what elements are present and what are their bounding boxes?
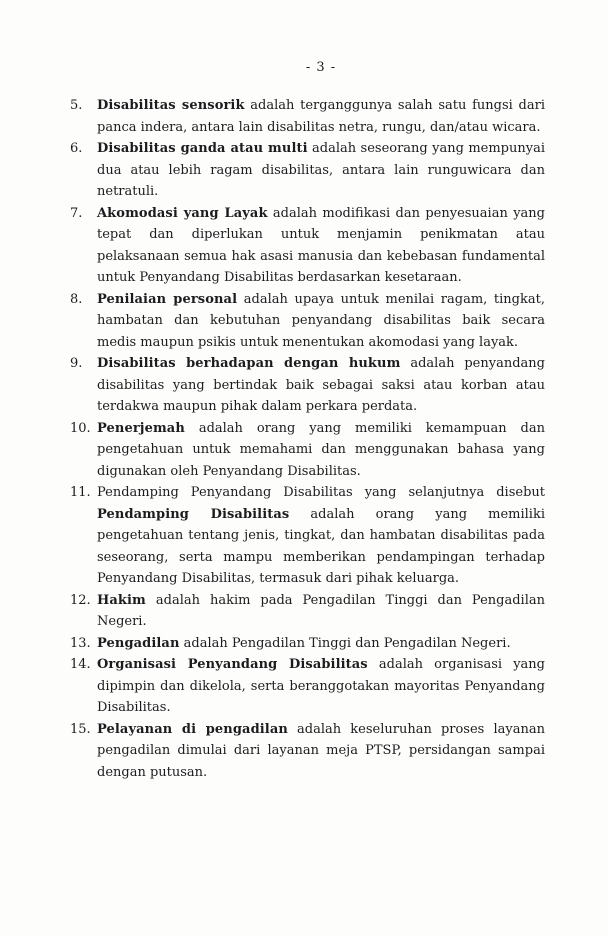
defined-term: Disabilitas ganda atau multi: [97, 141, 308, 156]
definition-text: adalah orang yang memiliki pengetahuan tentang jenis, tingkat, dan hambatan disabilitas pada seseorang, serta mampu memberikan pendampingan terhadap Penyandang Disabilitas, termasuk dari pihak keluarga.: [97, 506, 546, 586]
list-item: [70, 203, 545, 289]
list-item-text: [97, 141, 545, 199]
list-item-text: [97, 636, 511, 651]
list-item-text: [97, 206, 545, 286]
definition-text: adalah modifikasi dan penyesuaian yang tepat dan diperlukan untuk menjamin penikmatan atau pelaksanaan semua hak asasi manusia dan kebebasan fundamental untuk Penyandang Disabilitas berdasarkan kesetaraan.: [97, 205, 545, 285]
defined-term: Disabilitas sensorik: [97, 98, 245, 113]
definition-text: adalah Pengadilan Tinggi dan Pengadilan Negeri.: [179, 635, 511, 651]
list-item: [70, 353, 545, 418]
list-item: [70, 95, 545, 138]
defined-term: Disabilitas berhadapan dengan hukum: [97, 356, 401, 371]
list-item-number: 6.: [70, 141, 83, 156]
defined-term: Organisasi Penyandang Disabilitas: [97, 657, 368, 672]
list-item-number: 8.: [70, 291, 83, 307]
definition-text: adalah upaya untuk menilai ragam, tingkat, hambatan dan kebutuhan penyandang disabilitas baik secara medis maupun psikis untuk menentukan akomodasi yang layak.: [97, 291, 545, 350]
list-item: [70, 719, 545, 784]
list-item-number: 13.: [70, 635, 91, 651]
list-item-number: 5.: [70, 98, 83, 113]
defined-term: Penerjemah: [97, 420, 185, 436]
defined-term: Hakim: [97, 592, 146, 608]
list-item-text: [97, 722, 545, 780]
list-item-number: 15.: [70, 721, 91, 737]
list-item-number: 11.: [70, 485, 91, 500]
definition-text: adalah penyandang disabilitas yang bertindak baik sebagai saksi atau korban atau terdakwa maupun pihak dalam perkara perdata.: [97, 356, 545, 414]
defined-term: Akomodasi yang Layak: [97, 205, 268, 221]
list-item: [70, 590, 545, 633]
definition-text: adalah seseorang yang mempunyai dua atau lebih ragam disabilitas, antara lain runguwicara dan netratuli.: [97, 141, 545, 199]
list-item-text: [97, 98, 545, 135]
defined-term: Pendamping Disabilitas: [97, 506, 290, 522]
definition-text: adalah hakim pada Pengadilan Tinggi dan Pengadilan Negeri.: [97, 592, 545, 629]
defined-term: Pengadilan: [97, 635, 180, 651]
list-item-number: 10.: [70, 420, 91, 436]
list-item-number: 7.: [70, 205, 83, 221]
definition-text: adalah terganggunya salah satu fungsi dari panca indera, antara lain disabilitas netra, rungu, dan/atau wicara.: [97, 98, 545, 135]
list-item: [70, 654, 546, 719]
definition-text: adalah organisasi yang dipimpin dan dikelola, serta beranggotakan mayoritas Penyandang Disabilitas.: [97, 657, 546, 715]
definition-text: Pendamping Penyandang Disabilitas yang selanjutnya disebut: [97, 485, 545, 500]
definitions-list: [70, 95, 546, 783]
list-item-number: 14.: [70, 657, 91, 672]
list-item-number: 12.: [70, 592, 91, 608]
list-item: [70, 138, 545, 203]
list-item-number: 9.: [70, 356, 83, 371]
list-item-text: [97, 356, 545, 414]
list-item-text: [97, 482, 545, 586]
list-item-text: [97, 593, 545, 630]
page-number: - 3 -: [305, 60, 337, 75]
list-item: [70, 633, 545, 655]
page-header: [97, 57, 545, 78]
definition-text: adalah orang yang memiliki kemampuan dan pengetahuan untuk memahami dan menggunakan bahasa yang digunakan oleh Penyandang Disabilitas.: [97, 420, 545, 479]
list-item: [70, 482, 546, 590]
list-item: [70, 289, 545, 354]
list-item-text: [97, 657, 545, 715]
definition-text: adalah keseluruhan proses layanan pengadilan dimulai dari layanan meja PTSP, persidangan sampai dengan putusan.: [97, 721, 545, 780]
list-item: [70, 418, 545, 483]
list-item-text: [97, 292, 545, 350]
defined-term: Penilaian personal: [97, 291, 238, 307]
list-item-text: [97, 421, 545, 479]
defined-term: Pelayanan di pengadilan: [97, 721, 288, 737]
